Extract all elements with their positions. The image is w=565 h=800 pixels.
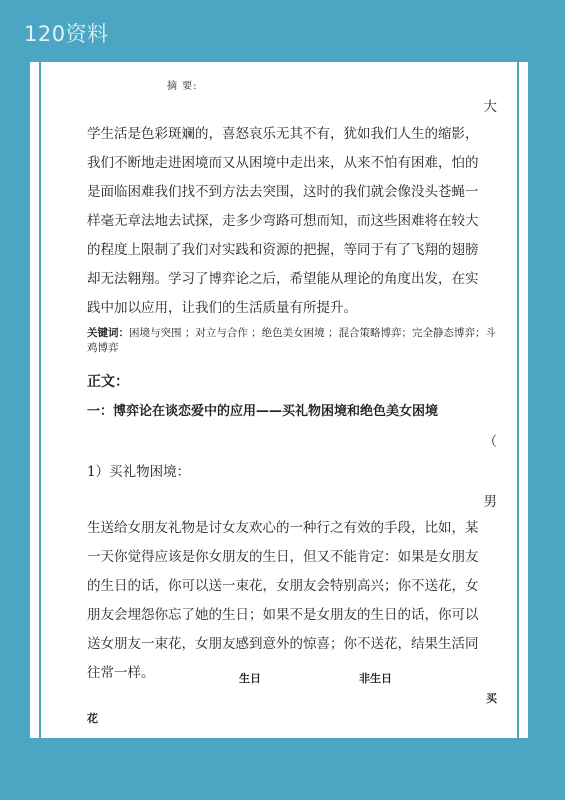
left-border — [0, 62, 30, 738]
abstract-label: 摘 要: — [167, 81, 198, 92]
section-heading: 一：博弈论在谈恋爱中的应用——买礼物困境和绝色美女困境 — [87, 404, 439, 419]
gift-line: 一天你觉得应该是你女朋友的生日，但又不能肯定：如果是女朋友 — [87, 549, 479, 565]
paren-char: （ — [483, 434, 497, 450]
abstract-lead-char: 大 — [483, 99, 497, 115]
abstract-line: 样毫无章法地去试探，走多少弯路可想而知，而这些困难将在较大 — [87, 213, 479, 229]
right-rule — [517, 0, 519, 800]
abstract-line: 的程度上限制了我们对实践和资源的把握，等同于有了飞翔的翅膀 — [87, 242, 479, 258]
right-border — [528, 62, 565, 738]
body-heading: 正文： — [87, 374, 129, 390]
table-row-label-part1: 买 — [486, 692, 497, 705]
keywords — [87, 326, 497, 356]
abstract-line: 践中加以应用，让我们的生活质量有所提升。 — [87, 300, 357, 316]
table-col-birthday: 生日 — [239, 672, 261, 685]
gift-line: 朋友会埋怨你忘了她的生日；如果不是女朋友的生日的话，你可以 — [87, 607, 479, 623]
bottom-banner — [0, 738, 565, 800]
table-col-non-birthday: 非生日 — [359, 672, 392, 685]
document-page — [87, 62, 497, 738]
keywords-text: 困境与突围 ；对立与合作 ；绝色美女困境 ；混合策略博弈；完全静态博弈；斗鸡博弈 — [87, 327, 497, 354]
abstract-line: 我们不断地走进困境而又从困境中走出来，从来不怕有困难，怕的 — [87, 155, 479, 171]
gift-line: 的生日的话，你可以送一束花，女朋友会特别高兴；你不送花，女 — [87, 578, 479, 594]
gift-line: 往常一样。 — [87, 665, 155, 681]
gift-line: 送女朋友一束花，女朋友感到意外的惊喜；你不送花，结果生活同 — [87, 636, 479, 652]
sub-heading: 1）买礼物困境： — [87, 464, 191, 480]
abstract-line: 却无法翱翔。学习了博弈论之后，希望能从理论的角度出发，在实 — [87, 271, 479, 287]
gift-line: 生送给女朋友礼物是讨女友欢心的一种行之有效的手段，比如，某 — [87, 520, 479, 536]
keywords-label: 关键词： — [87, 327, 129, 339]
table-row-label-part2: 花 — [87, 712, 98, 725]
abstract-line: 是面临困难我们找不到方法去突围，这时的我们就会像没头苍蝇一 — [87, 184, 479, 200]
brand-watermark: 120资料 — [24, 22, 109, 46]
abstract-line: 学生活是色彩斑斓的，喜怒哀乐无其不有，犹如我们人生的缩影， — [87, 126, 479, 142]
abstract-paragraph — [87, 120, 497, 323]
left-rule — [39, 0, 41, 800]
para2-lead-char: 男 — [483, 494, 497, 510]
gift-paragraph — [87, 514, 497, 688]
